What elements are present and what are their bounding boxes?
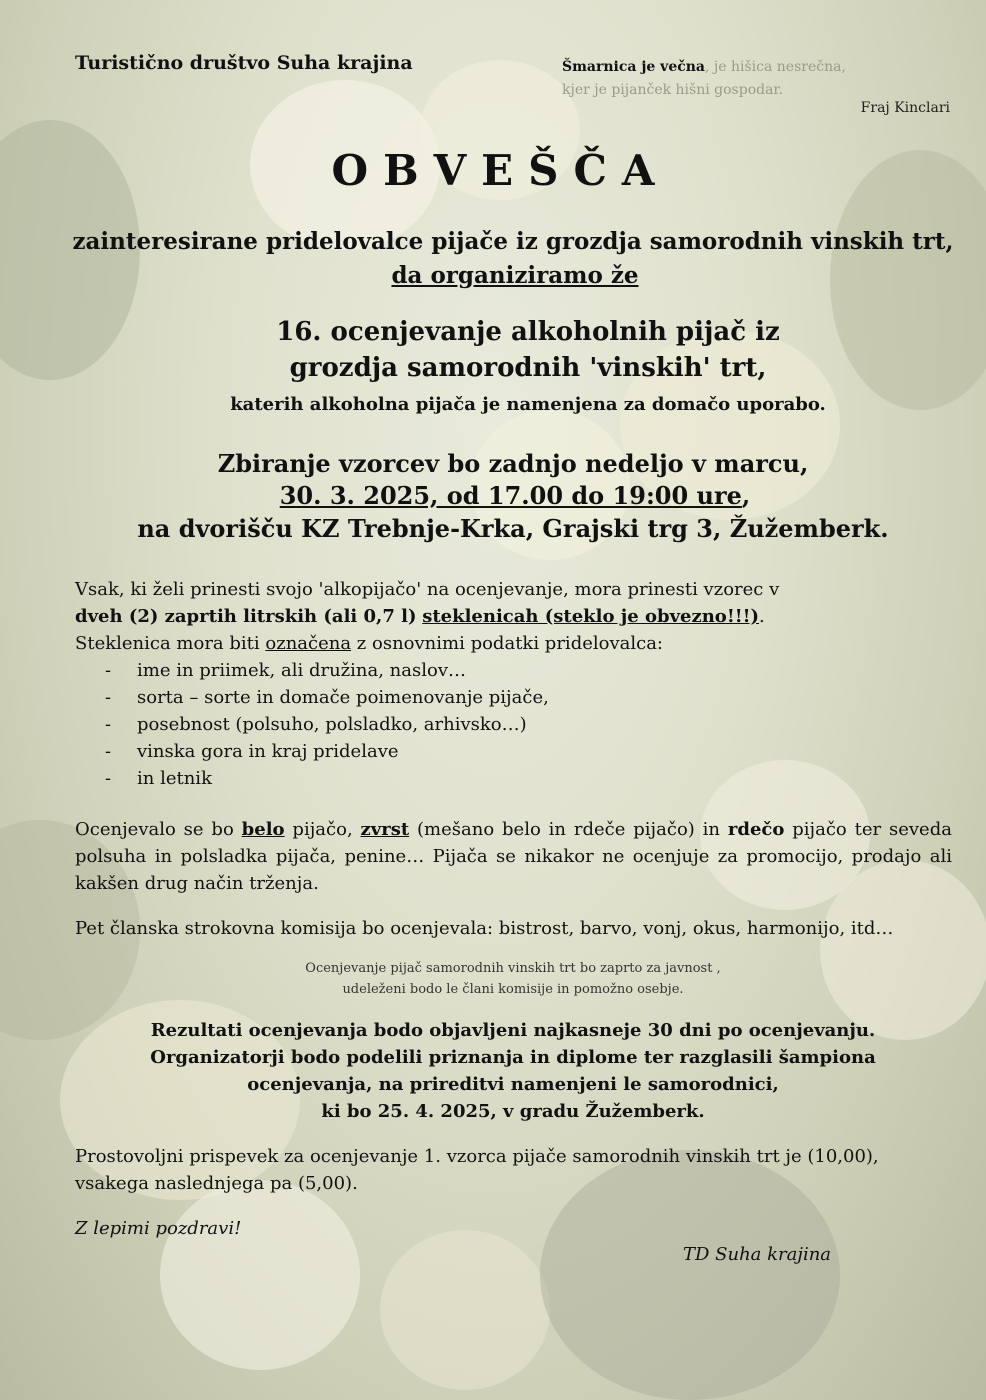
collection-date-suffix: , <box>741 481 751 510</box>
label-requirement <box>75 630 952 657</box>
quote-line-2: kjer je pijanček hišni gospodar. <box>562 82 784 98</box>
closed-event-note <box>0 958 986 1000</box>
page-title: OBVEŠČA <box>331 146 670 195</box>
results-line-4: ki bo 25. 4. 2025, v gradu Žužemberk. <box>321 1101 705 1122</box>
collection-location: na dvorišču KZ Trebnje-Krka, Grajski trg 3, Žužemberk. <box>137 514 889 543</box>
label-underlined: označena <box>265 633 352 654</box>
categories-text-4: pijačo ter seveda polsuha in polsladka pijača, penine… Pijača se nikakor ne ocenjuje za promocijo, prodajo ali kakšen drug način trženja. <box>75 819 952 894</box>
list-item: - in letnik <box>75 765 952 792</box>
intro-line-1: zainteresirane pridelovalce pijače iz grozdja samorodnih vinskih trt, <box>72 228 954 255</box>
collection-date-text: 30. 3. 2025, od 17.00 do 19:00 ure <box>279 481 742 510</box>
bottles-period: . <box>759 606 765 627</box>
results-announcement <box>0 1017 986 1125</box>
signature: TD Suha krajina <box>683 1244 832 1265</box>
intro-line-2: da organiziramo že <box>391 262 639 289</box>
categories-text-1: Ocenjevalo se bo <box>75 819 242 840</box>
requirements-text-1: Vsak, ki želi prinesti svojo 'alkopijačo' na ocenjevanje, mora prinesti vzorec v <box>75 579 780 600</box>
contribution-line-1: Prostovoljni prispevek za ocenjevanje 1. vzorca pijače samorodnih vinskih trt je (10,00), <box>75 1146 879 1167</box>
list-item: - vinska gora in kraj pridelave <box>75 738 952 765</box>
label-items-list <box>75 657 952 792</box>
greeting: Z lepimi pozdravi! <box>75 1218 242 1239</box>
results-line-3: ocenjevanja, na prireditvi namenjeni le samorodnici, <box>247 1074 779 1095</box>
category-rdeco: rdečo <box>727 819 785 840</box>
contribution-line-2: vsakega naslednjega pa (5,00). <box>75 1173 358 1194</box>
closed-note-line-1: Ocenjevanje pijač samorodnih vinskih trt bo zaprto za javnost , <box>305 961 721 976</box>
event-line-3: katerih alkoholna pijača je namenjena za domačo uporabo. <box>230 394 826 415</box>
quote-author: Fraj Kinclari <box>860 100 950 116</box>
collection-date <box>0 481 986 510</box>
header-quote <box>562 56 846 102</box>
bottles-bold: dveh (2) zaprtih litrskih (ali 0,7 l) <box>75 606 417 627</box>
requirements-bottles <box>75 603 952 630</box>
category-zvrst: zvrst <box>360 819 410 840</box>
commission-paragraph: Pet članska strokovna komisija bo ocenjevala: bistrost, barvo, vonj, okus, harmonijo, itd… <box>75 918 894 939</box>
event-line-2: grozdja samorodnih 'vinskih' trt, <box>289 353 767 383</box>
quote-rest: , je hišica nesrečna, <box>705 59 846 75</box>
organization-name: Turistično društvo Suha krajina <box>75 52 413 74</box>
label-pre: Steklenica mora biti <box>75 633 266 654</box>
label-post: z osnovnimi podatki pridelovalca: <box>351 633 663 654</box>
categories-text-3: (mešano belo in rdeče pijačo) in <box>409 819 728 840</box>
requirements-section <box>75 576 952 792</box>
closed-note-line-2: udeleženi bodo le člani komisije in pomožno osebje. <box>342 982 684 997</box>
categories-paragraph <box>75 816 952 897</box>
glass-required: steklenicah (steklo je obvezno!!!) <box>422 606 760 627</box>
categories-text-2: pijačo, <box>284 819 361 840</box>
results-line-1: Rezultati ocenjevanja bodo objavljeni najkasneje 30 dni po ocenjevanju. <box>150 1020 876 1041</box>
quote-bold: Šmarnica je večna <box>562 59 706 75</box>
contribution-paragraph <box>75 1143 952 1197</box>
collection-line-1: Zbiranje vzorcev bo zadnjo nedeljo v marcu, <box>217 449 809 478</box>
list-item: - ime in priimek, ali družina, naslov… <box>75 657 952 684</box>
list-item: - sorta – sorte in domače poimenovanje pijače, <box>75 684 952 711</box>
category-belo: belo <box>241 819 285 840</box>
list-item: - posebnost (polsuho, polsladko, arhivsko…) <box>75 711 952 738</box>
results-line-2: Organizatorji bodo podelili priznanja in diplome ter razglasili šampiona <box>150 1047 876 1068</box>
event-line-1: 16. ocenjevanje alkoholnih pijač iz <box>276 317 780 347</box>
